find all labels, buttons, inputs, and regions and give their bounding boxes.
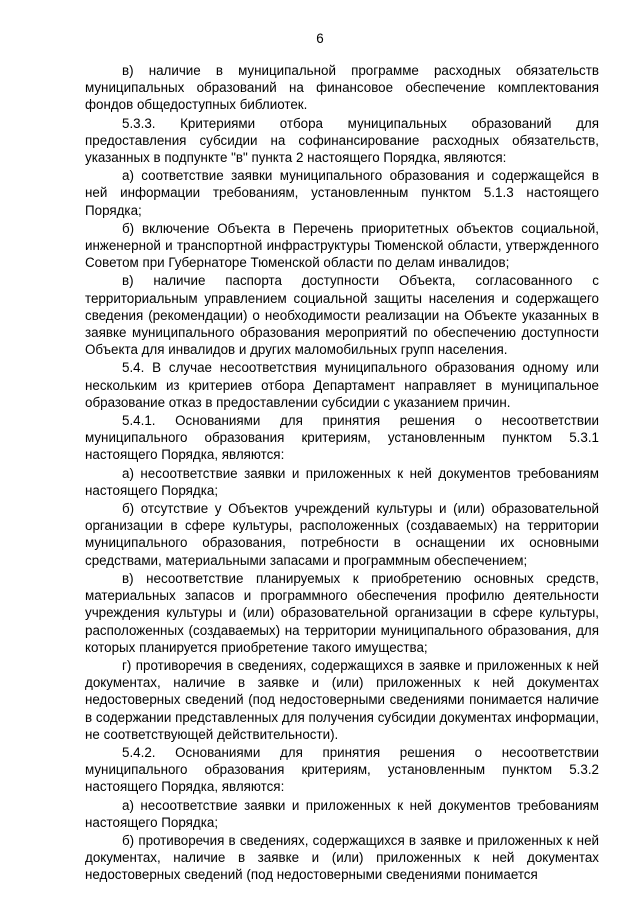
paragraph-5-4: 5.4. В случае несоответствия муниципального образования одному или нескольким из критериев отбора Департамент направляет в муниципальное образование отказ в предоставлении субсидии с указанием причин.	[85, 360, 599, 410]
paragraph-5-4-2-b: б) противоречия в сведениях, содержащихся в заявке и приложенных к ней документах, наличие в заявке и (или) приложенных к ней документах недостоверных сведений (под недостоверными сведениями понимается	[85, 832, 599, 883]
paragraph-5-4-2-a: а) несоответствие заявки и приложенных к ней документов требованиям настоящего Порядка;	[85, 797, 599, 830]
paragraph-5-4-1: 5.4.1. Основаниями для принятия решения о несоответствии муниципального образования критериям, установленным пунктом 5.3.1 настоящего Порядка, являются:	[85, 413, 599, 463]
paragraph-5-4-1-v: в) несоответствие планируемых к приобретению основных средств, материальных запасов и программного обеспечения профилю деятельности учреждения культуры и (или) образовательной организации в сфере культуры, расположенных (создаваемых) на территории муниципального образования, для которых планируется приобретение такого имущества;	[85, 570, 599, 655]
paragraph-5-3-2-v: в) наличие в муниципальной программе расходных обязательств муниципальных образований на финансовое обеспечение комплектования фондов общедоступных библиотек.	[85, 63, 599, 113]
paragraph-5-4-1-a: а) несоответствие заявки и приложенных к ней документов требованиям настоящего Порядка;	[85, 465, 599, 498]
paragraph-5-3-3-v: в) наличие паспорта доступности Объекта, согласованного с территориальным управлением социальной защиты населения и содержащего сведения (рекомендации) о необходимости реализации на Объекте указанных в заявке муниципального образования мероприятий по обеспечению доступности Объекта для инвалидов и других маломобильных групп населения.	[85, 273, 599, 358]
paragraph-5-4-1-g: г) противоречия в сведениях, содержащихся в заявке и приложенных к ней документах, наличие в заявке и (или) приложенных к ней документах недостоверных сведений (под недостоверными сведениями понимается наличие в содержании представленных для получения субсидии документах информации, не соответствующей действительности).	[85, 657, 599, 742]
paragraph-5-3-3: 5.3.3. Критериями отбора муниципальных образований для предоставления субсидии на софинансирование расходных обязательств, указанных в подпункте "в" пункта 2 настоящего Порядка, являются:	[85, 115, 599, 166]
paragraph-5-4-2: 5.4.2. Основаниями для принятия решения о несоответствии муниципального образования критериям, установленным пунктом 5.3.2 настоящего Порядка, являются:	[85, 744, 599, 795]
paragraph-5-4-1-b: б) отсутствие у Объектов учреждений культуры и (или) образовательной организации в сфере культуры, расположенных (создаваемых) на территории муниципального образования, потребности в оснащении их основными средствами, материальными запасами и программным обеспечением;	[85, 501, 599, 568]
paragraph-5-3-3-a: а) соответствие заявки муниципального образования и содержащейся в ней информации требованиям, установленным пунктом 5.1.3 настоящего Порядка;	[85, 168, 599, 218]
document-body	[85, 62, 599, 884]
paragraph-5-3-3-b: б) включение Объекта в Перечень приоритетных объектов социальной, инженерной и транспортной инфраструктуры Тюменской области, утвержденного Советом при Губернаторе Тюменской области по делам инвалидов;	[85, 220, 599, 271]
page-number: 6	[316, 31, 324, 46]
